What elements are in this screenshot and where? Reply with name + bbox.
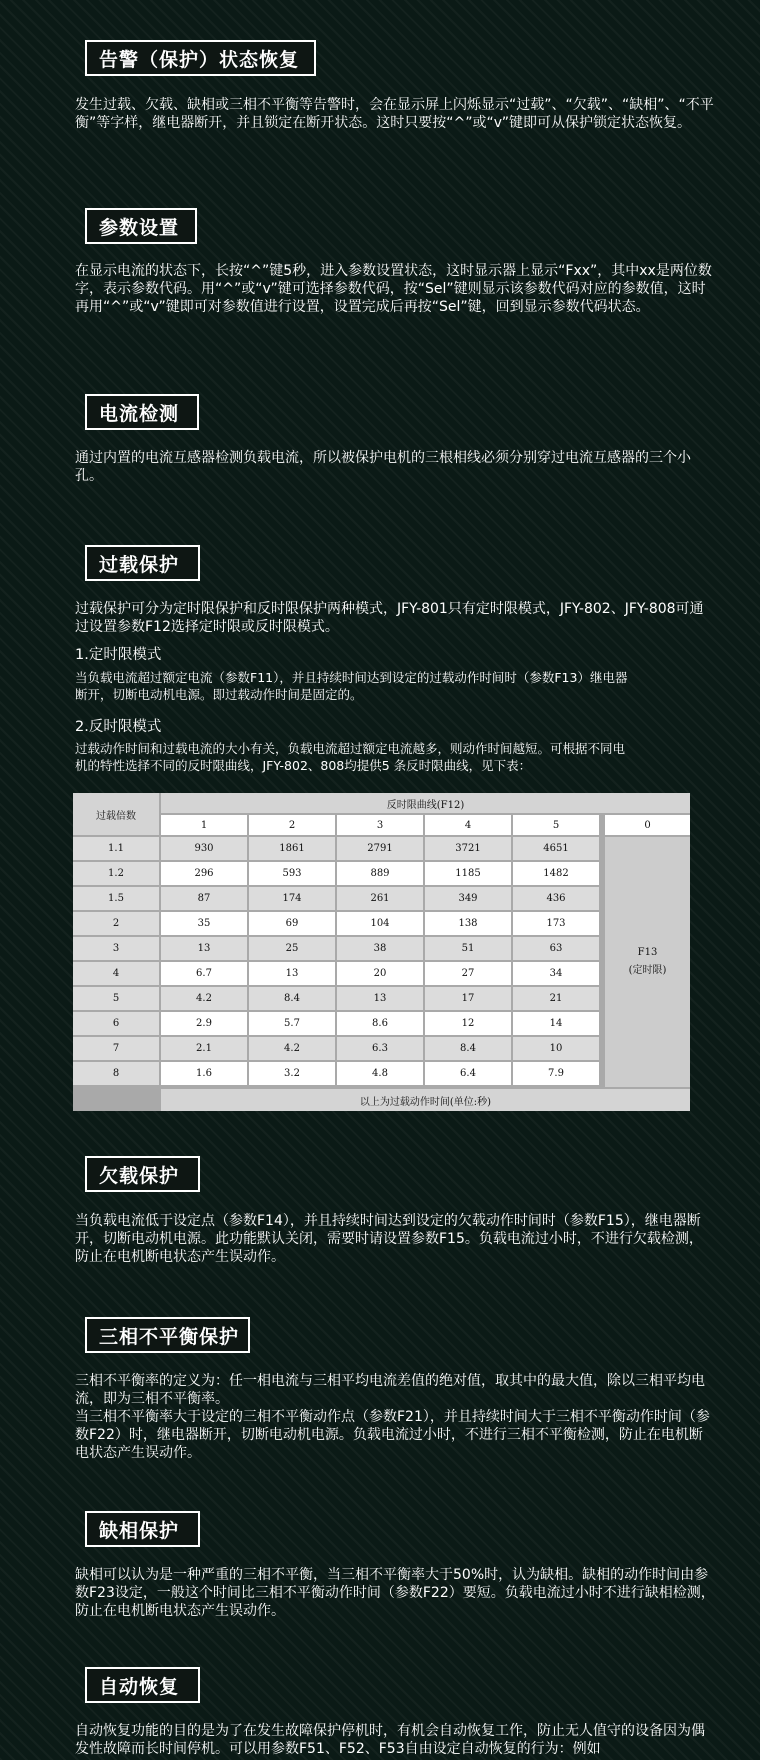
curve-time-cell — [337, 887, 423, 910]
curve-time-cell-text: 12 — [461, 1018, 475, 1029]
overload-factor-cell-text: 3 — [112, 943, 120, 954]
curve-time-cell-text: 104 — [370, 918, 390, 929]
curve-time-cell — [337, 1062, 423, 1085]
curve-time-cell-text: 174 — [282, 893, 302, 904]
section-title-phase-imbalance — [85, 1317, 250, 1353]
curve-time-cell-text: 1185 — [455, 868, 481, 879]
curve-time-cell-text: 69 — [285, 918, 299, 929]
curve-time-cell-text: 21 — [549, 993, 563, 1004]
curve-column-header — [249, 815, 335, 835]
curve-time-cell — [249, 937, 335, 960]
curve-time-cell — [425, 987, 511, 1010]
section-title-underload — [85, 1156, 200, 1192]
overload-factor-cell — [73, 1062, 159, 1085]
curve-column-header-text: 4 — [464, 819, 472, 831]
row-header-text: 过载倍数 — [96, 810, 136, 822]
curve-time-cell — [425, 1012, 511, 1035]
curve-time-cell-text: 2.9 — [196, 1018, 212, 1029]
overload-factor-cell-text: 6 — [112, 1018, 120, 1029]
curve-time-cell-text: 6.7 — [196, 968, 212, 979]
section-title-phase-loss — [85, 1511, 200, 1547]
curve-time-cell — [161, 912, 247, 935]
param-settings-text: 在显示电流的状态下，长按“^”键5秒，进入参数设置状态，这时显示器上显示“Fxx”，其中xx是两位数字，表示参数代码。用“^”或“v”键可选择参数代码，按“Sel”键则显示该参数代码对应的参数值，这时再用“^”或“v”键即可对参数值进行设置，设置完成后再按“Sel”键，回到显示参数代码状态。 — [75, 263, 712, 315]
overload-factor-cell — [73, 912, 159, 935]
curve-column-header-text: 1 — [200, 819, 208, 831]
curve-column-header — [161, 815, 247, 835]
curve-time-cell — [249, 837, 335, 860]
section-title-current-detection — [85, 394, 199, 430]
curve-time-cell-text: 1861 — [279, 843, 305, 854]
curve-time-cell — [337, 987, 423, 1010]
curve-time-cell-text: 20 — [373, 968, 387, 979]
curve-column-header-text: 5 — [552, 819, 560, 831]
curve-time-cell-text: 63 — [549, 943, 563, 954]
curve-time-cell — [513, 987, 599, 1010]
curve-time-cell — [161, 1062, 247, 1085]
group-header-text: 反时限曲线(F12) — [386, 799, 465, 811]
curve-time-cell-text: 13 — [197, 943, 211, 954]
curve-time-cell — [161, 837, 247, 860]
curve-time-cell — [513, 912, 599, 935]
inverse-time-curve-table — [73, 793, 690, 1111]
curve-time-cell — [249, 912, 335, 935]
underload-text: 当负载电流低于设定点（参数F14），并且持续时间达到设定的欠载动作时间时（参数F15），继电器断开，切断电动机电源。此功能默认关闭，需要时请设置参数F15。负载电流过小时，不进行欠载检测，防止在电机断电状态产生误动作。 — [75, 1213, 703, 1265]
curve-time-cell-text: 6.3 — [372, 1043, 388, 1054]
curve-time-cell — [161, 862, 247, 885]
auto-recovery-text: 自动恢复功能的目的是为了在发生故障保护停机时，有机会自动恢复工作，防止无人值守的设备因为偶发性故障而长时间停机。可以用参数F51、F52、F53自由设定自动恢复的行为：例如 — [75, 1723, 705, 1757]
section-title-text: 欠载保护 — [99, 1164, 180, 1187]
curve-time-cell — [249, 1012, 335, 1035]
alarm-recovery-text: 发生过载、欠载、缺相或三相不平衡等告警时，会在显示屏上闪烁显示“过载”、“欠载”、“缺相”、“不平衡”等字样，继电器断开，并且锁定在断开状态。这时只要按“^”或“v”键即可从保护锁定状态恢复。 — [75, 97, 714, 131]
definite-time-mode-title: 1.定时限模式 — [75, 647, 162, 663]
overload-text: 过载保护可分为定时限保护和反时限保护两种模式，JFY-801只有定时限模式，JFY-802、JFY-808可通过设置参数F12选择定时限或反时限模式。 — [75, 601, 704, 635]
curve-time-cell-text: 3.2 — [284, 1068, 300, 1079]
inverse-time-mode-text: 过载动作时间和过载电流的大小有关，负载电流超过额定电流越多，则动作时间越短。可根据不同电机的特性选择不同的反时限曲线，JFY-802、808均提供5 条反时限曲线，见下表： — [75, 741, 626, 773]
curve-time-cell — [425, 937, 511, 960]
curve-time-cell — [249, 887, 335, 910]
zero-column-header-text: 0 — [644, 819, 651, 831]
curve-time-cell-text: 138 — [458, 918, 478, 929]
curve-time-cell — [249, 1037, 335, 1060]
overload-factor-cell-text: 4 — [112, 968, 120, 979]
curve-time-cell-text: 51 — [461, 943, 475, 954]
zero-column-header — [605, 815, 690, 835]
section-title-param-settings — [85, 208, 197, 244]
curve-time-cell — [161, 987, 247, 1010]
overload-factor-cell — [73, 1012, 159, 1035]
curve-time-cell — [425, 837, 511, 860]
section-title-text: 告警（保护）状态恢复 — [99, 48, 300, 71]
curve-time-cell — [249, 1062, 335, 1085]
overload-factor-cell-text: 5 — [112, 993, 120, 1004]
curve-time-cell — [161, 1012, 247, 1035]
section-title-text: 自动恢复 — [99, 1675, 180, 1698]
curve-time-cell — [513, 1037, 599, 1060]
curve-time-cell-text: 1.6 — [196, 1068, 212, 1079]
overload-factor-cell — [73, 987, 159, 1010]
overload-factor-cell — [73, 937, 159, 960]
curve-time-cell-text: 4.2 — [284, 1043, 300, 1054]
section-title-text: 三相不平衡保护 — [99, 1325, 240, 1348]
curve-column-header — [337, 815, 423, 835]
curve-time-cell-text: 593 — [282, 868, 302, 879]
overload-factor-cell-text: 8 — [112, 1068, 120, 1079]
curve-time-cell — [425, 887, 511, 910]
overload-factor-cell — [73, 1037, 159, 1060]
overload-factor-cell — [73, 862, 159, 885]
inverse-time-mode-title: 2.反时限模式 — [75, 719, 162, 735]
curve-time-cell — [425, 912, 511, 935]
row-header-cell — [73, 793, 159, 835]
curve-time-cell — [513, 962, 599, 985]
curve-time-cell — [337, 1012, 423, 1035]
curve-time-cell — [513, 887, 599, 910]
curve-time-cell-text: 25 — [285, 943, 299, 954]
curve-time-cell — [513, 1012, 599, 1035]
curve-time-cell — [337, 862, 423, 885]
section-title-alarm-recovery — [85, 40, 316, 76]
curve-time-cell-text: 7.9 — [548, 1068, 564, 1079]
curve-time-cell-text: 4651 — [543, 843, 569, 854]
table-footer-cell — [161, 1089, 690, 1111]
f13-definite-time-cell — [605, 837, 690, 1087]
curve-time-cell-text: 5.7 — [284, 1018, 300, 1029]
section-title-auto-recovery — [85, 1667, 200, 1703]
curve-time-cell-text: 1482 — [543, 868, 569, 879]
group-header-cell — [161, 793, 690, 813]
curve-time-cell — [249, 862, 335, 885]
overload-factor-cell-text: 7 — [112, 1043, 120, 1054]
curve-time-cell-text: 27 — [461, 968, 475, 979]
curve-time-cell-text: 87 — [197, 893, 211, 904]
f13-label: F13 — [637, 947, 658, 958]
curve-time-cell — [425, 1037, 511, 1060]
curve-time-cell — [337, 1037, 423, 1060]
curve-time-cell — [513, 862, 599, 885]
curve-time-cell-text: 17 — [461, 993, 475, 1004]
section-title-text: 电流检测 — [99, 402, 180, 425]
curve-time-cell-text: 34 — [549, 968, 563, 979]
curve-time-cell-text: 13 — [285, 968, 299, 979]
curve-time-cell-text: 14 — [549, 1018, 563, 1029]
curve-time-cell — [425, 962, 511, 985]
curve-time-cell — [425, 1062, 511, 1085]
curve-time-cell-text: 38 — [373, 943, 387, 954]
overload-factor-cell — [73, 837, 159, 860]
curve-time-cell-text: 35 — [197, 918, 211, 929]
curve-time-cell — [425, 862, 511, 885]
section-title-overload — [85, 545, 200, 581]
section-title-text: 过载保护 — [99, 553, 180, 576]
table-footer-text: 以上为过载动作时间(单位:秒) — [359, 1096, 492, 1108]
curve-time-cell — [249, 987, 335, 1010]
curve-column-header-text: 2 — [288, 819, 296, 831]
curve-time-cell-text: 2791 — [367, 843, 393, 854]
overload-factor-cell — [73, 887, 159, 910]
curve-time-cell-text: 4.2 — [196, 993, 212, 1004]
curve-time-cell-text: 10 — [549, 1043, 563, 1054]
curve-time-cell — [337, 937, 423, 960]
curve-time-cell — [161, 1037, 247, 1060]
curve-time-cell-text: 930 — [194, 843, 214, 854]
overload-factor-cell-text: 2 — [112, 918, 120, 929]
section-title-text: 缺相保护 — [99, 1519, 180, 1542]
section-title-text: 参数设置 — [99, 216, 180, 239]
curve-time-cell — [337, 837, 423, 860]
curve-time-cell-text: 3721 — [455, 843, 481, 854]
overload-factor-cell-text: 1.2 — [108, 868, 124, 879]
phase-imbalance-definition-text: 三相不平衡率的定义为：任一相电流与三相平均电流差值的绝对值，取其中的最大值，除以三相平均电流，即为三相不平衡率。 — [75, 1373, 705, 1407]
curve-time-cell-text: 436 — [546, 893, 566, 904]
curve-time-cell-text: 8.4 — [284, 993, 300, 1004]
curve-time-cell-text: 8.4 — [460, 1043, 476, 1054]
curve-time-cell — [249, 962, 335, 985]
overload-factor-cell-text: 1.5 — [108, 893, 124, 904]
curve-time-cell — [161, 937, 247, 960]
curve-time-cell-text: 296 — [194, 868, 214, 879]
phase-imbalance-action-text: 当三相不平衡率大于设定的三相不平衡动作点（参数F21），并且持续时间大于三相不平衡动作时间（参数F22）时，继电器断开，切断电动机电源。负载电流过小时，不进行三相不平衡检测，防止在电机断电状态产生误动作。 — [75, 1409, 710, 1461]
current-detection-text: 通过内置的电流互感器检测负载电流，所以被保护电机的三根相线必须分别穿过电流互感器的三个小孔。 — [75, 450, 691, 484]
curve-column-header — [513, 815, 599, 835]
curve-time-cell — [513, 837, 599, 860]
curve-time-cell — [161, 887, 247, 910]
curve-time-cell — [161, 962, 247, 985]
curve-time-cell — [513, 937, 599, 960]
phase-loss-text: 缺相可以认为是一种严重的三相不平衡，当三相不平衡率大于50%时，认为缺相。缺相的动作时间由参数F23设定，一般这个时间比三相不平衡动作时间（参数F22）要短。负载电流过小时不进行缺相检测，防止在电机断电状态产生误动作。 — [75, 1567, 715, 1619]
curve-time-cell-text: 4.8 — [372, 1068, 388, 1079]
curve-time-cell — [513, 1062, 599, 1085]
curve-time-cell-text: 13 — [373, 993, 387, 1004]
curve-time-cell — [337, 962, 423, 985]
curve-time-cell-text: 6.4 — [460, 1068, 476, 1079]
overload-factor-cell-text: 1.1 — [108, 843, 124, 854]
curve-time-cell-text: 8.6 — [372, 1018, 388, 1029]
curve-time-cell-text: 2.1 — [196, 1043, 212, 1054]
curve-column-header-text: 3 — [376, 819, 384, 831]
overload-factor-cell — [73, 962, 159, 985]
curve-time-cell-text: 349 — [458, 893, 478, 904]
curve-time-cell-text: 889 — [370, 868, 390, 879]
definite-time-mode-text: 当负载电流超过额定电流（参数F11），并且持续时间达到设定的过载动作时间时（参数F13）继电器断开，切断电动机电源。即过载动作时间是固定的。 — [75, 670, 628, 702]
curve-column-header — [425, 815, 511, 835]
curve-time-cell — [337, 912, 423, 935]
curve-time-cell-text: 261 — [370, 893, 390, 904]
f13-sublabel: (定时限) — [628, 965, 667, 976]
curve-time-cell-text: 173 — [546, 918, 566, 929]
